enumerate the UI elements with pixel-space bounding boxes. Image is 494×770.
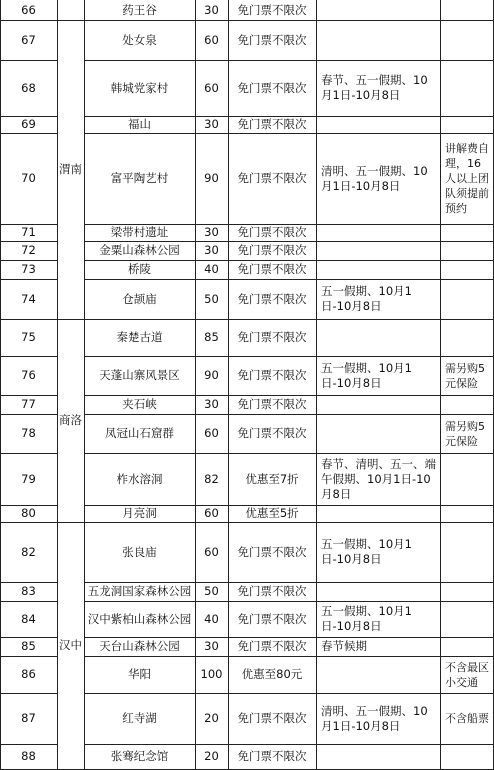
remark-cell: 需另购5元保险 xyxy=(440,414,494,454)
valid-period-cell xyxy=(316,744,441,770)
row-number-cell: 85 xyxy=(0,637,58,657)
remark-cell xyxy=(440,260,494,280)
valid-period-cell xyxy=(316,0,441,21)
ticket-price-cell: 50 xyxy=(195,582,229,602)
row-number-cell: 88 xyxy=(0,744,58,770)
spot-name-cell: 桥陵 xyxy=(84,260,196,280)
remark-cell xyxy=(440,505,494,523)
valid-period-cell: 五一假期、10月1日-10月8日 xyxy=(316,356,441,396)
discount-policy-cell: 优惠至5折 xyxy=(228,505,317,523)
ticket-price-cell: 30 xyxy=(195,637,229,657)
valid-period-cell: 五一假期、10月1日-10月8日 xyxy=(316,601,441,638)
remark-cell: 不含最区小交通 xyxy=(440,656,494,694)
remark-cell: 讲解费自理，16人以上团队须提前预约 xyxy=(440,133,494,225)
discount-policy-cell: 免门票不限次 xyxy=(228,582,317,602)
row-number-cell: 86 xyxy=(0,656,58,694)
valid-period-cell: 春节、五一假期、10月1日-10月8日 xyxy=(316,60,441,117)
valid-period-cell xyxy=(316,414,441,454)
remark-cell xyxy=(440,395,494,415)
row-number-cell: 84 xyxy=(0,601,58,638)
remark-cell xyxy=(440,744,494,770)
spot-name-cell: 华阳 xyxy=(84,656,196,694)
discount-policy-cell: 免门票不限次 xyxy=(228,133,317,225)
ticket-price-cell: 30 xyxy=(195,116,229,134)
ticket-price-cell: 30 xyxy=(195,224,229,242)
discount-policy-cell: 免门票不限次 xyxy=(228,356,317,396)
spot-name-cell: 韩城党家村 xyxy=(84,60,196,117)
remark-cell xyxy=(440,60,494,117)
spot-name-cell: 金粟山森林公园 xyxy=(84,241,196,261)
spot-name-cell: 月亮洞 xyxy=(84,505,196,523)
spot-name-cell: 仓颉庙 xyxy=(84,279,196,320)
row-number-cell: 75 xyxy=(0,319,58,357)
discount-policy-cell: 免门票不限次 xyxy=(228,116,317,134)
ticket-price-cell: 82 xyxy=(195,453,229,506)
spot-name-cell: 梁带村遗址 xyxy=(84,224,196,242)
valid-period-cell: 五一假期、10月1日-10月8日 xyxy=(316,522,441,583)
ticket-price-cell: 30 xyxy=(195,241,229,261)
row-number-cell: 82 xyxy=(0,522,58,583)
discount-policy-cell: 免门票不限次 xyxy=(228,0,317,21)
remark-cell xyxy=(440,116,494,134)
valid-period-cell xyxy=(316,260,441,280)
ticket-price-cell: 30 xyxy=(195,0,229,21)
valid-period-cell: 清明、五一假期、10月1日-10月8日 xyxy=(316,693,441,745)
discount-policy-cell: 免门票不限次 xyxy=(228,60,317,117)
remark-cell xyxy=(440,20,494,61)
row-number-cell: 76 xyxy=(0,356,58,396)
discount-policy-cell: 免门票不限次 xyxy=(228,20,317,61)
spot-name-cell: 药王谷 xyxy=(84,0,196,21)
remark-cell xyxy=(440,241,494,261)
valid-period-cell xyxy=(316,319,441,357)
discount-policy-cell: 优惠至7折 xyxy=(228,453,317,506)
valid-period-cell: 清明、五一假期、10月1日-10月8日 xyxy=(316,133,441,225)
spot-name-cell: 福山 xyxy=(84,116,196,134)
valid-period-cell xyxy=(316,505,441,523)
ticket-price-cell: 40 xyxy=(195,260,229,280)
row-number-cell: 74 xyxy=(0,279,58,320)
spot-name-cell: 汉中紫柏山森林公园 xyxy=(84,601,196,638)
spot-name-cell: 凤冠山石窟群 xyxy=(84,414,196,454)
remark-cell xyxy=(440,224,494,242)
table-left-border xyxy=(0,0,1,769)
discount-policy-cell: 免门票不限次 xyxy=(228,744,317,770)
discount-policy-cell: 免门票不限次 xyxy=(228,241,317,261)
spot-name-cell: 天蓬山寨风景区 xyxy=(84,356,196,396)
spot-name-cell: 富平陶艺村 xyxy=(84,133,196,225)
spot-name-cell: 天台山森林公园 xyxy=(84,637,196,657)
row-number-cell: 67 xyxy=(0,20,58,61)
spot-name-cell: 张良庙 xyxy=(84,522,196,583)
ticket-price-cell: 85 xyxy=(195,319,229,357)
discount-policy-cell: 免门票不限次 xyxy=(228,522,317,583)
valid-period-cell xyxy=(316,20,441,61)
row-number-cell: 71 xyxy=(0,224,58,242)
ticket-price-cell: 60 xyxy=(195,505,229,523)
discount-policy-cell: 优惠至80元 xyxy=(228,656,317,694)
remark-cell xyxy=(440,319,494,357)
spot-name-cell: 秦楚古道 xyxy=(84,319,196,357)
remark-cell xyxy=(440,453,494,506)
discount-policy-cell: 免门票不限次 xyxy=(228,395,317,415)
discount-policy-cell: 免门票不限次 xyxy=(228,260,317,280)
ticket-price-cell: 60 xyxy=(195,60,229,117)
remark-cell xyxy=(440,522,494,583)
region-cell: 渭南 xyxy=(57,20,85,320)
ticket-price-cell: 30 xyxy=(195,395,229,415)
valid-period-cell xyxy=(316,224,441,242)
row-number-cell: 83 xyxy=(0,582,58,602)
ticket-price-cell: 40 xyxy=(195,601,229,638)
ticket-price-cell: 20 xyxy=(195,693,229,745)
remark-cell xyxy=(440,637,494,657)
row-number-cell: 72 xyxy=(0,241,58,261)
row-number-cell: 73 xyxy=(0,260,58,280)
valid-period-cell xyxy=(316,395,441,415)
remark-cell: 不含船票 xyxy=(440,693,494,745)
row-number-cell: 68 xyxy=(0,60,58,117)
valid-period-cell xyxy=(316,241,441,261)
spot-name-cell: 张骞纪念馆 xyxy=(84,744,196,770)
ticket-price-cell: 100 xyxy=(195,656,229,694)
ticket-price-cell: 20 xyxy=(195,744,229,770)
ticket-price-cell: 60 xyxy=(195,20,229,61)
discount-policy-cell: 免门票不限次 xyxy=(228,224,317,242)
ticket-price-cell: 90 xyxy=(195,133,229,225)
spot-name-cell: 五龙洞国家森林公园 xyxy=(84,582,196,602)
region-cell: 汉中 xyxy=(57,522,85,770)
discount-policy-cell: 免门票不限次 xyxy=(228,414,317,454)
discount-policy-cell: 免门票不限次 xyxy=(228,637,317,657)
valid-period-cell: 五一假期、10月1日-10月8日 xyxy=(316,279,441,320)
valid-period-cell xyxy=(316,582,441,602)
ticket-price-cell: 60 xyxy=(195,522,229,583)
spot-name-cell: 柞水溶洞 xyxy=(84,453,196,506)
remark-cell xyxy=(440,279,494,320)
remark-cell xyxy=(440,582,494,602)
row-number-cell: 70 xyxy=(0,133,58,225)
region-cell: 商洛 xyxy=(57,319,85,523)
remark-cell xyxy=(440,601,494,638)
row-number-cell: 87 xyxy=(0,693,58,745)
discount-policy-cell: 免门票不限次 xyxy=(228,601,317,638)
valid-period-cell: 春节候期 xyxy=(316,637,441,657)
valid-period-cell xyxy=(316,656,441,694)
row-number-cell: 78 xyxy=(0,414,58,454)
discount-policy-cell: 免门票不限次 xyxy=(228,319,317,357)
valid-period-cell xyxy=(316,116,441,134)
remark-cell: 需另购5元保险 xyxy=(440,356,494,396)
valid-period-cell: 春节、清明、五一、端午假期、10月1日-10月8日 xyxy=(316,453,441,506)
discount-policy-cell: 免门票不限次 xyxy=(228,279,317,320)
region-cell xyxy=(57,0,85,21)
discount-policy-cell: 免门票不限次 xyxy=(228,693,317,745)
row-number-cell: 66 xyxy=(0,0,58,21)
ticket-price-cell: 90 xyxy=(195,356,229,396)
spot-name-cell: 处女泉 xyxy=(84,20,196,61)
ticket-price-cell: 50 xyxy=(195,279,229,320)
spot-name-cell: 红寺湖 xyxy=(84,693,196,745)
ticket-price-cell: 60 xyxy=(195,414,229,454)
row-number-cell: 79 xyxy=(0,453,58,506)
row-number-cell: 69 xyxy=(0,116,58,134)
row-number-cell: 77 xyxy=(0,395,58,415)
remark-cell xyxy=(440,0,494,21)
row-number-cell: 80 xyxy=(0,505,58,523)
spot-name-cell: 夹石峡 xyxy=(84,395,196,415)
